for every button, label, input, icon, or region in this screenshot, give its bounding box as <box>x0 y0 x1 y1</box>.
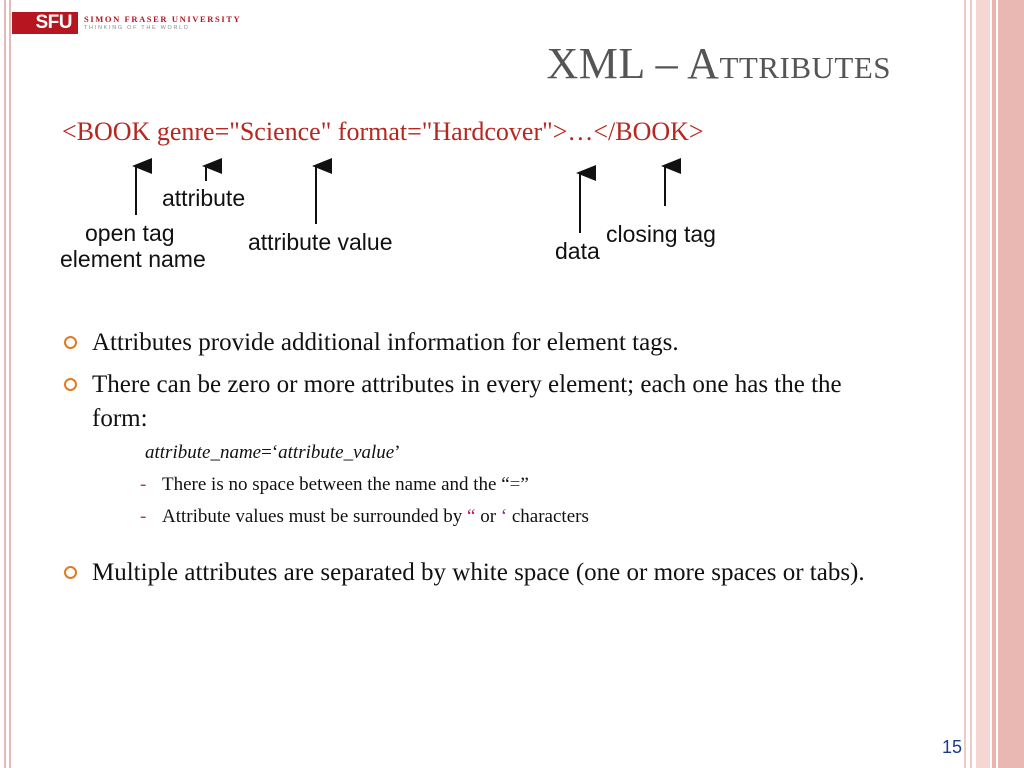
sub-text-end: ” <box>520 474 529 495</box>
xml-example-line: <BOOK genre="Science" format="Hardcover">…</BOOK> <box>62 117 704 146</box>
bullet-text: Attributes provide additional information for element tags. <box>92 329 679 356</box>
bullet-list <box>62 326 892 590</box>
bullet-icon <box>64 566 77 579</box>
bullet-item <box>62 556 892 590</box>
label-data: data <box>555 238 600 264</box>
right-decorative-stripes <box>964 0 1024 768</box>
dash-icon: - <box>140 474 147 495</box>
sub-text: Attribute values must be surrounded by <box>162 506 468 527</box>
logo-tagline: THINKING OF THE WORLD <box>84 24 190 31</box>
label-closing-tag: closing tag <box>606 221 716 247</box>
formula-end: ’ <box>394 442 401 463</box>
formula-name: attribute_name <box>145 442 262 463</box>
sub-text-or: or <box>475 506 501 527</box>
bullet-item <box>62 368 892 436</box>
sub-bullet-item <box>140 472 892 498</box>
left-border-rule <box>4 0 6 768</box>
label-attribute: attribute <box>162 185 246 211</box>
sub-text: There is no space between the name and the “ <box>162 474 510 495</box>
logo-badge: SFU <box>12 12 78 34</box>
sub-bullet-item <box>140 504 892 530</box>
formula-value: attribute_value <box>278 442 395 463</box>
sfu-logo <box>12 12 241 34</box>
equals-sign: = <box>509 474 521 495</box>
bullet-icon <box>64 336 77 349</box>
bullet-text: There can be zero or more attributes in every element; each one has the the form: <box>92 371 842 432</box>
slide-title: XML – Attributes <box>546 39 891 88</box>
left-border-rule <box>9 0 11 768</box>
label-open-tag: open tag <box>85 220 175 246</box>
attribute-form <box>145 440 892 466</box>
page-number: 15 <box>941 737 962 757</box>
dash-icon: - <box>140 506 147 527</box>
formula-eq: =‘ <box>261 442 279 463</box>
bullet-text: Multiple attributes are separated by white space (one or more spaces or tabs). <box>92 559 865 586</box>
label-attribute-value: attribute value <box>248 229 393 255</box>
double-quote-char: “ <box>467 506 476 527</box>
logo-university-name: SIMON FRASER UNIVERSITY <box>84 14 242 24</box>
bullet-icon <box>64 378 77 391</box>
single-quote-char: ‘ <box>500 506 508 527</box>
bullet-item <box>62 326 892 360</box>
sub-text-end: characters <box>507 506 589 527</box>
label-element-name: element name <box>60 246 206 272</box>
